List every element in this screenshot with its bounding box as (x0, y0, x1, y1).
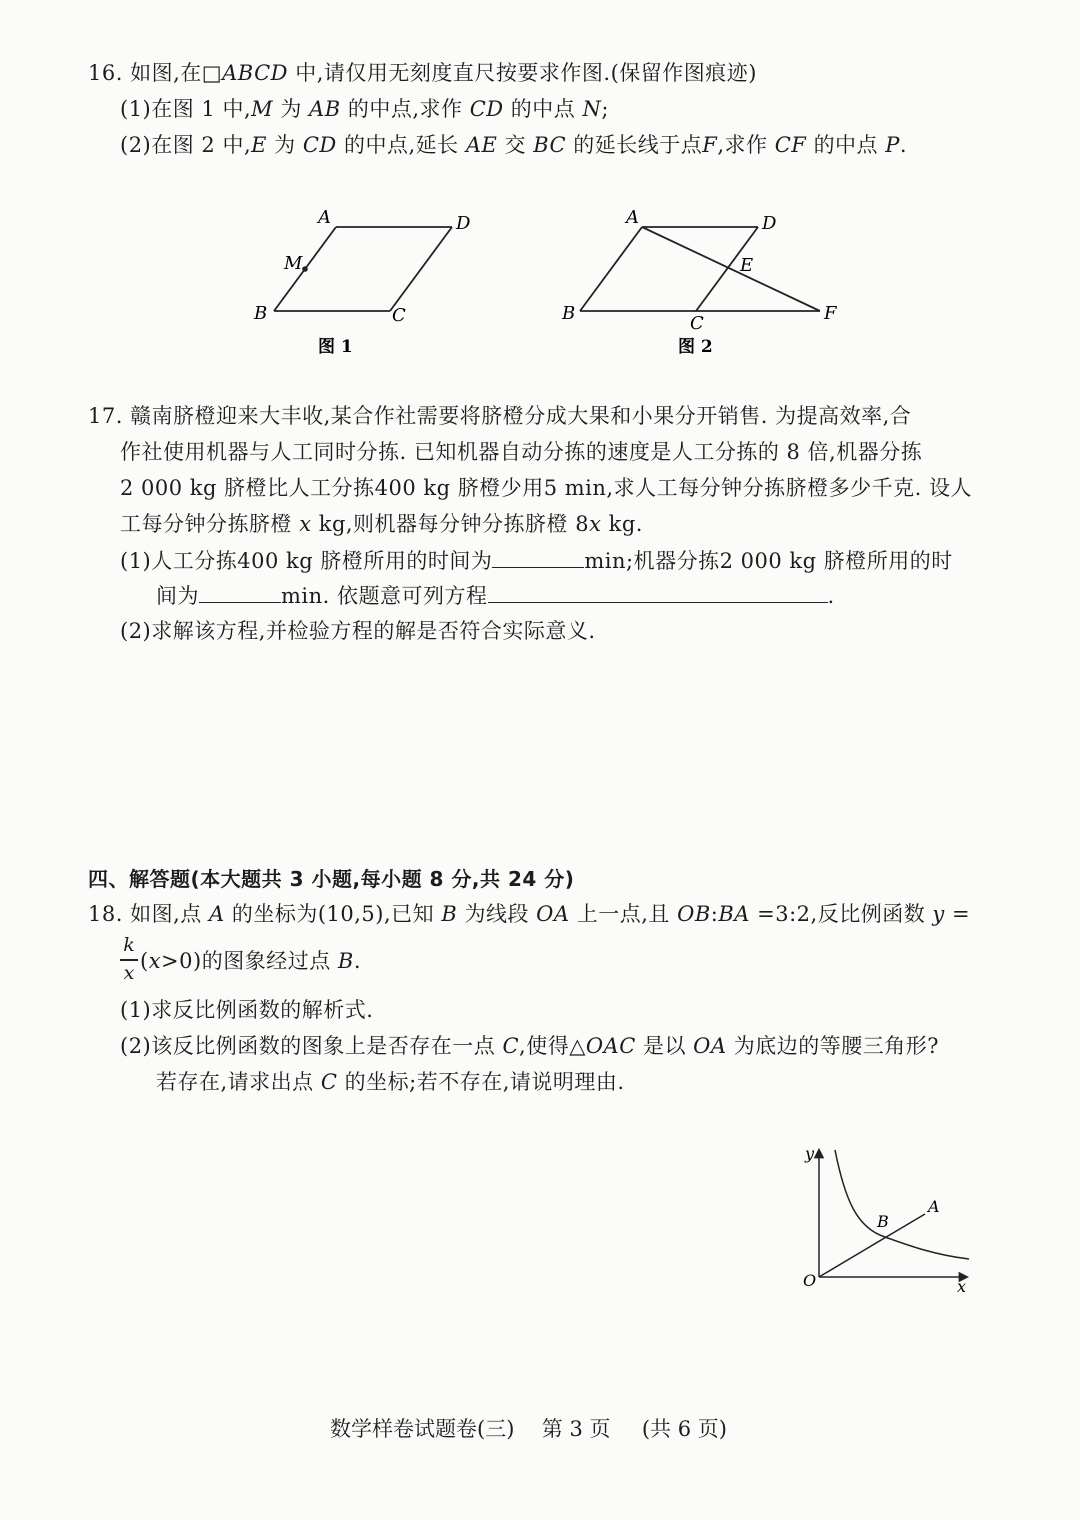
q18-line1: 18. 如图,点 A 的坐标为(10,5),已知 B 为线段 OA 上一点,且 OB:BA =3:2,反比例函数 y = (88, 902, 971, 926)
q18-number: 18. (88, 902, 123, 926)
fig2-label-f: F (824, 303, 837, 324)
inverse-curve (835, 1150, 969, 1259)
q17-line3: 2 000 kg 脐橙比人工分拣400 kg 脐橙少用5 min,求人工每分钟分拣脐橙多少千克. 设人 (120, 476, 972, 500)
fig1-label-m: M (284, 253, 303, 274)
fraction-numerator: k (123, 934, 135, 956)
fig1-label-d: D (456, 213, 471, 234)
label-o: O (803, 1271, 817, 1290)
fig1-label-b: B (254, 303, 268, 324)
fig2-caption: 图 2 (678, 337, 713, 357)
q18-graph (795, 1140, 995, 1300)
q18-part1: (1)求反比例函数的解析式. (120, 998, 374, 1022)
q16-figures (0, 195, 1080, 395)
fig1-label-a: A (318, 207, 331, 228)
q16-stem: 16. 如图,在□ABCD 中,请仅用无刻度直尺按要求作图.(保留作图痕迹) (88, 61, 757, 85)
footer-total: (共 6 页) (641, 1417, 727, 1441)
fig2-label-e: E (740, 255, 754, 276)
fig2-label-a: A (626, 207, 639, 228)
fig2-label-c: C (690, 313, 704, 334)
q17-part1-line2: 间为 min. 依题意可列方程 . (156, 580, 835, 611)
fig2-line-af (642, 227, 820, 311)
footer-title: 数学样卷试题卷(三) (330, 1417, 515, 1441)
label-b: B (877, 1212, 889, 1231)
fig1-caption: 图 1 (318, 337, 353, 357)
label-x: x (957, 1277, 967, 1296)
fig2-label-d: D (762, 213, 777, 234)
page-footer (330, 1414, 727, 1444)
q16-part2: (2)在图 2 中,E 为 CD 的中点,延长 AE 交 BC 的延长线于点F,求作 CF 的中点 P. (120, 133, 908, 157)
label-y: y (805, 1144, 815, 1163)
q18-line2: (x>0)的图象经过点 B. (140, 949, 362, 973)
figure-2 (580, 227, 820, 311)
q16-part1: (1)在图 1 中,M 为 AB 的中点,求作 CD 的中点 N; (120, 97, 609, 121)
q17-number: 17. (88, 404, 123, 428)
q18-part2-line2: 若存在,请求出点 C 的坐标;若不存在,请说明理由. (156, 1070, 625, 1094)
label-a: A (928, 1197, 940, 1216)
answer-blank-2[interactable] (199, 580, 281, 603)
footer-page: 第 3 页 (541, 1417, 611, 1441)
q17-part1-line1: (1)人工分拣400 kg 脐橙所用的时间为 min;机器分拣2 000 kg 脐橙所用的时 (120, 545, 953, 576)
fraction-bar (120, 959, 138, 961)
q18-part2-line1: (2)该反比例函数的图象上是否存在一点 C,使得△OAC 是以 OA 为底边的等腰三角形? (120, 1034, 940, 1058)
answer-blank-1[interactable] (492, 545, 584, 568)
section4-title: 四、解答题(本大题共 3 小题,每小题 8 分,共 24 分) (88, 867, 575, 891)
fig1-side-dc (390, 227, 452, 311)
q17-line4: 工每分钟分拣脐橙 x kg,则机器每分钟分拣脐橙 8x kg. (120, 512, 643, 536)
fig2-side-ba (580, 227, 642, 311)
q17-part2: (2)求解该方程,并检验方程的解是否符合实际意义. (120, 619, 596, 643)
fig1-label-c: C (392, 305, 406, 326)
q17-line2: 作社使用机器与人工同时分拣. 已知机器自动分拣的速度是人工分拣的 8 倍,机器分拣 (120, 440, 923, 464)
parallelogram-symbol: □ (201, 61, 223, 85)
fig2-label-b: B (562, 303, 576, 324)
answer-blank-equation[interactable] (488, 580, 828, 603)
fig1-point-m (302, 266, 308, 272)
q17-line1: 17. 赣南脐橙迎来大丰收,某合作社需要将脐橙分成大果和小果分开销售. 为提高效率,合 (88, 404, 912, 428)
q16-number: 16. (88, 61, 123, 85)
fraction-denominator: x (123, 962, 135, 984)
